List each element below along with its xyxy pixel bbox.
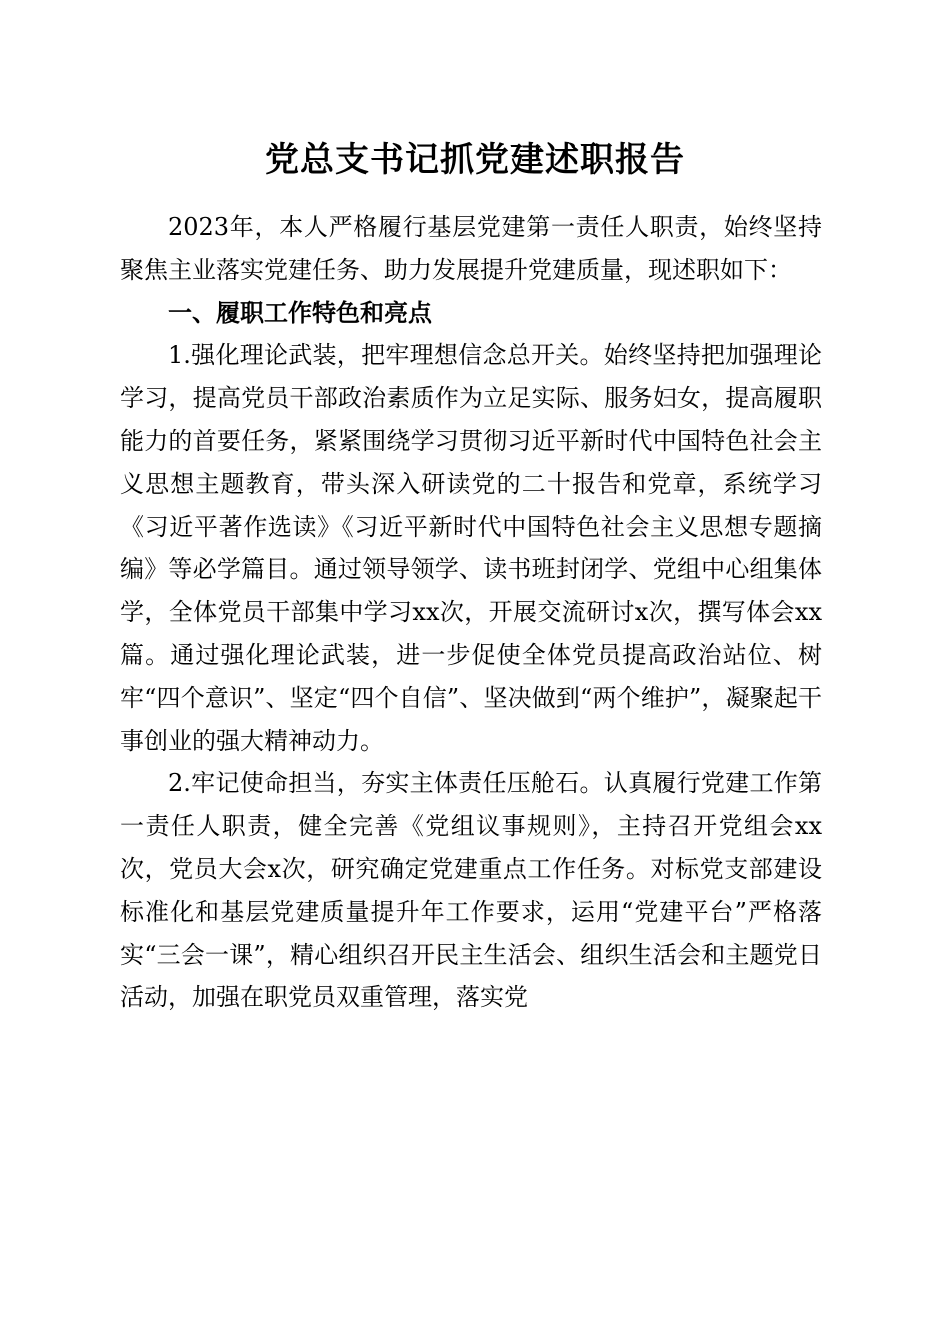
body-paragraph: 1.强化理论武装，把牢理想信念总开关。始终坚持把加强理论学习，提高党员干部政治素质作为立足实际、服务妇女，提高履职能力的首要任务，紧紧围绕学习贯彻习近平新时代中国特色社会主义思想主题教育，带头深入研读党的二十报告和党章，系统学习《习近平著作选读》《习近平新时代中国特色社会主义思想专题摘编》等必学篇目。通过领导领学、读书班封闭学、党组中心组集体学，全体党员干部集中学习xx次，开展交流研讨x次，撰写体会xx篇。通过强化理论武装，进一步促使全体党员提高政治站位、树牢“四个意识”、坚定“四个自信”、坚决做到“两个维护”，凝聚起干事创业的强大精神动力。 — [120, 341, 822, 755]
section-heading: 一、履职工作特色和亮点 — [168, 298, 432, 327]
body-paragraph: 2.牢记使命担当，夯实主体责任压舱石。认真履行党建工作第一责任人职责，健全完善《党组议事规则》，主持召开党组会xx次，党员大会x次，研究确定党建重点工作任务。对标党支部建设标准化和基层党建质量提升年工作要求，运用“党建平台”严格落实“三会一课”，精心组织召开民主生活会、组织生活会和主题党日活动，加强在职党员双重管理，落实党 — [120, 769, 822, 1012]
document-title: 党总支书记抓党建述职报告 — [265, 140, 685, 180]
document-body — [120, 206, 822, 1019]
intro-paragraph: 2023年，本人严格履行基层党建第一责任人职责，始终坚持聚焦主业落实党建任务、助力发展提升党建质量，现述职如下： — [120, 213, 822, 284]
